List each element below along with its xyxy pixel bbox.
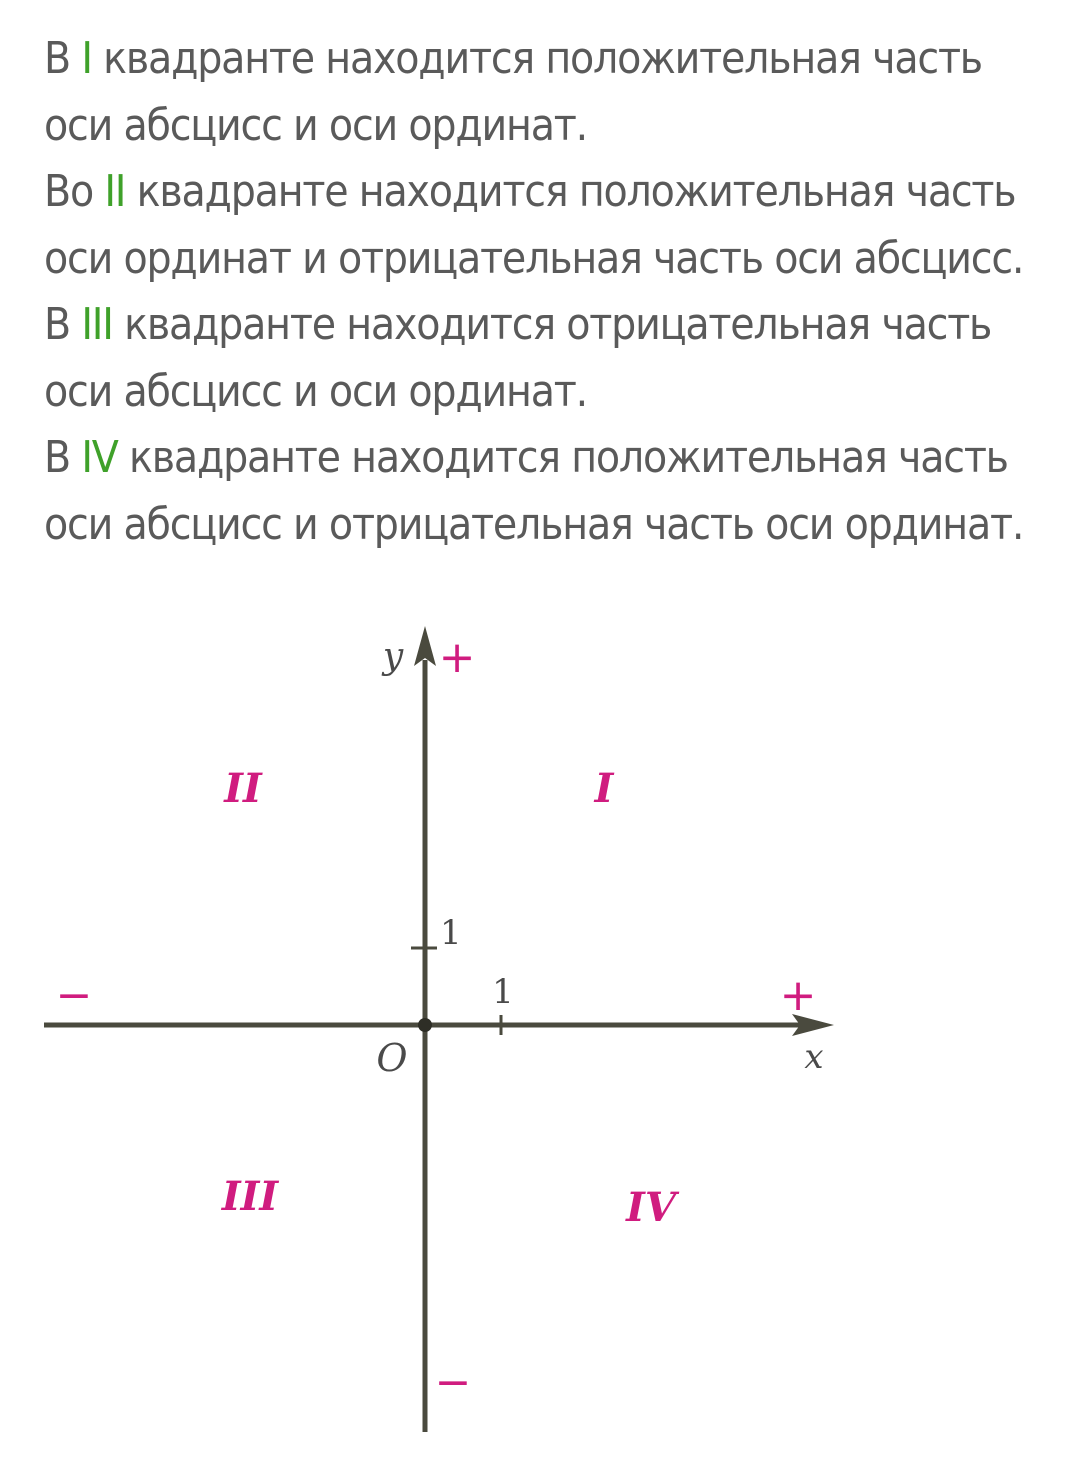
x-unit-label: 1 <box>492 972 514 1012</box>
paragraph-quadrant-3 <box>44 292 1054 425</box>
paragraph-quadrant-1 <box>44 26 1054 159</box>
paragraph-quadrant-2 <box>44 159 1054 292</box>
paragraph-prefix: Во <box>44 166 105 217</box>
y-axis-label: y <box>382 636 404 677</box>
roman-numeral: IV <box>81 432 118 483</box>
paragraph-line-1: квадранте находится отрицательная часть <box>112 299 992 350</box>
roman-numeral: I <box>81 33 92 84</box>
roman-numeral: III <box>81 299 113 350</box>
x-negative-sign: − <box>55 970 93 1021</box>
origin-label: O <box>376 1036 408 1080</box>
x-axis-label: x <box>804 1037 824 1077</box>
quadrant-2-label: II <box>224 765 262 812</box>
coordinate-plane-diagram <box>0 600 1071 1480</box>
paragraph-line-2: оси ординат и отрицательная часть оси абсцисс. <box>44 232 1024 284</box>
paragraph-line-1: квадранте находится положительная часть <box>117 432 1008 483</box>
paragraph-prefix: В <box>44 432 82 483</box>
y-unit-label: 1 <box>440 913 462 953</box>
paragraph-quadrant-4 <box>44 425 1054 558</box>
quadrant-1-label: I <box>594 765 614 812</box>
y-negative-sign: − <box>434 1357 472 1408</box>
description-text <box>44 26 1054 558</box>
quadrant-3-label: III <box>221 1173 279 1220</box>
paragraph-line-2: оси абсцисс и оси ординат. <box>44 365 587 417</box>
paragraph-line-1: квадранте находится положительная часть <box>125 166 1016 217</box>
roman-numeral: II <box>104 166 126 217</box>
origin-point <box>418 1018 432 1032</box>
paragraph-prefix: В <box>44 299 82 350</box>
quadrant-4-label: IV <box>626 1184 676 1231</box>
paragraph-line-1: квадранте находится положительная часть <box>91 33 982 84</box>
paragraph-prefix: В <box>44 33 82 84</box>
paragraph-line-2: оси абсцисс и отрицательная часть оси ординат. <box>44 498 1024 550</box>
x-positive-sign: + <box>779 970 817 1021</box>
paragraph-line-2: оси абсцисс и оси ординат. <box>44 99 587 151</box>
y-positive-sign: + <box>438 632 476 683</box>
